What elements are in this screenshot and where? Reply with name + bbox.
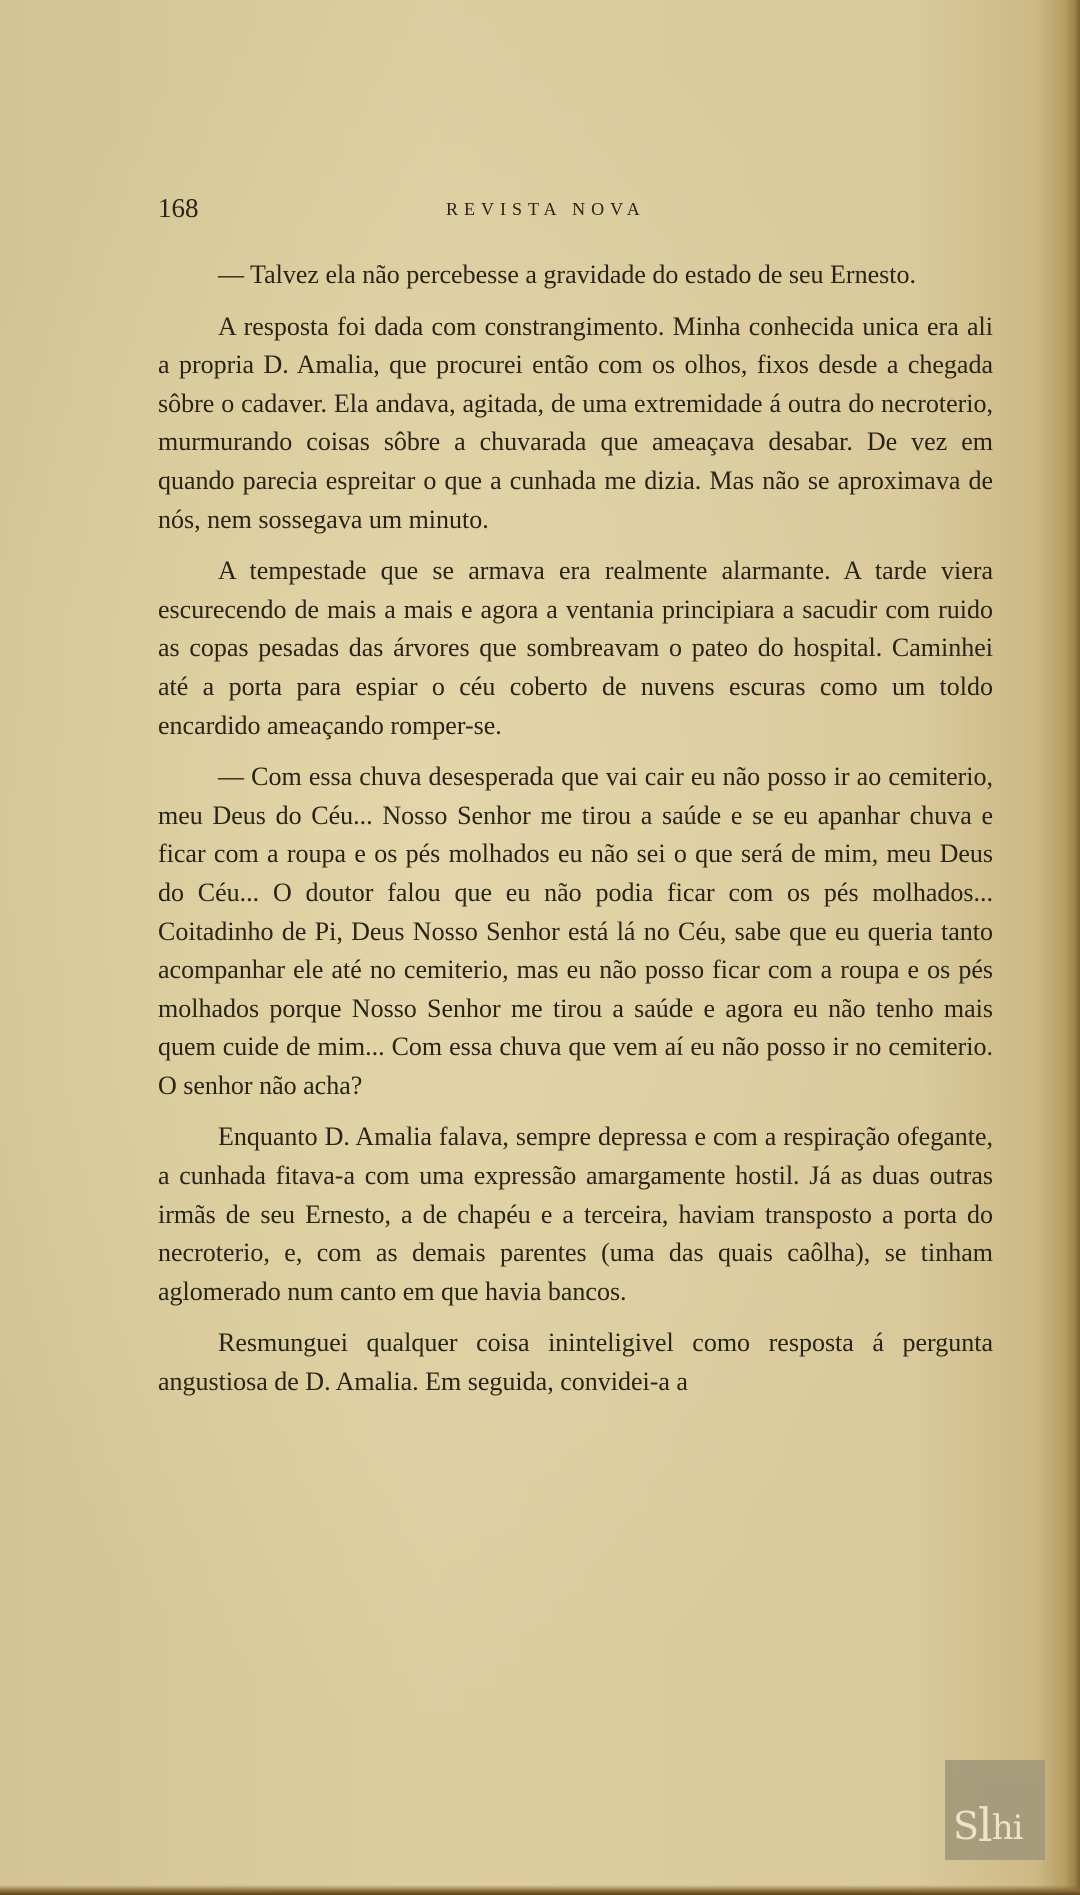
logo-letters-hi: hi — [991, 1808, 1023, 1848]
page-bottom-edge-shadow — [0, 1885, 1080, 1895]
paragraph: Resmunguei qualquer coisa ininteligivel como resposta á pergunta angustiosa de D. Amalia. Em seguida, convidei-a a — [158, 1328, 993, 1397]
paragraph: A resposta foi dada com constrangimento. Minha conhecida unica era ali a propria D. Amalia, que procurei então com os olhos, fixos desde a chegada sôbre o cadaver. Ela andava, agitada, de uma extremidade á outra do necroterio, murmurando coisas sôbre a chuvarada que ameaçava desabar. De vez em quando parecia espreitar o que a cunhada me dizia. Mas não se aproximava de nós, nem sossegava um minuto. — [158, 311, 993, 534]
body-text — [158, 256, 993, 1415]
page-number: 168 — [158, 193, 199, 223]
page-right-edge-shadow — [1066, 0, 1080, 1895]
journal-title: REVISTA NOVA — [446, 199, 646, 219]
paragraph: — Com essa chuva desesperada que vai cair eu não posso ir ao cemiterio, meu Deus do Céu... Nosso Senhor me tirou a saúde e se eu apanhar chuva e ficar com a roupa e os pés molhados eu não sei o que será de mim, meu Deus do Céu... O doutor falou que eu não podia ficar com os pés molhados... Coitadinho de Pi, Deus Nosso Senhor está lá no Céu, sabe que eu queria tanto acompanhar ele até no cemiterio, mas eu não posso ficar com a roupa e os pés molhados porque Nosso Senhor me tirou a saúde e agora eu não tenho mais quem cuide de mim... Com essa chuva que vem aí eu não posso ir no cemiterio. O senhor não acha? — [158, 762, 993, 1100]
logo-letter-l: l — [978, 1798, 992, 1852]
logo-letter-s: S — [953, 1804, 979, 1848]
paragraph: — Talvez ela não percebesse a gravidade do estado de seu Ernesto. — [218, 260, 916, 289]
slhi-watermark-logo — [945, 1760, 1045, 1860]
paragraph: Enquanto D. Amalia falava, sempre depressa e com a respiração ofegante, a cunhada fitava-a com uma expressão amargamente hostil. Já as duas outras irmãs de seu Ernesto, a de chapéu e a terceira, haviam transposto a porta do necroterio, e, com as demais parentes (uma das quais caôlha), se tinham aglomerado num canto em que havia bancos. — [158, 1122, 993, 1306]
paragraph: A tempestade que se armava era realmente alarmante. A tarde viera escurecendo de mais a mais e agora a ventania principiara a sacudir com ruido as copas pesadas das árvores que sombreavam o pateo do hospital. Caminhei até a porta para espiar o céu coberto de nuvens escuras como um toldo encardido ameaçando romper-se. — [158, 556, 993, 740]
running-head — [158, 190, 998, 226]
logo-text — [953, 1798, 1023, 1853]
